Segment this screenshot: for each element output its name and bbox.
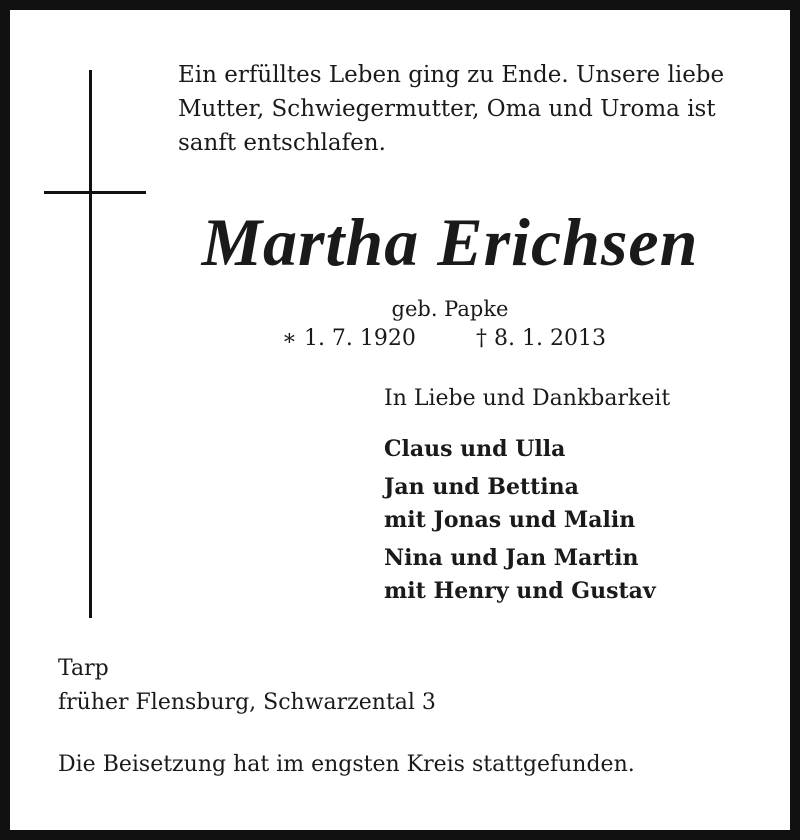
dedication-text: In Liebe und Dankbarkeit bbox=[384, 386, 671, 411]
intro-line: Mutter, Schwiegermutter, Oma und Uroma ist bbox=[178, 96, 716, 122]
family-list bbox=[384, 433, 784, 613]
deceased-name: Martha Erichsen bbox=[201, 204, 699, 280]
cross-vertical-bar bbox=[89, 70, 92, 618]
family-line: mit Henry und Gustav bbox=[384, 578, 656, 604]
family-line: mit Jonas und Malin bbox=[384, 507, 636, 533]
family-group bbox=[384, 542, 784, 608]
intro-text bbox=[178, 58, 768, 160]
address-line: Tarp bbox=[58, 656, 109, 681]
intro-line: sanft entschlafen. bbox=[178, 130, 386, 156]
family-line: Claus und Ulla bbox=[384, 436, 566, 462]
birth-date: ∗ 1. 7. 1920 bbox=[282, 326, 416, 351]
address-block bbox=[58, 652, 436, 720]
maiden-name: geb. Papke bbox=[391, 297, 509, 321]
family-group bbox=[384, 433, 784, 466]
family-line: Nina und Jan Martin bbox=[384, 545, 639, 571]
family-group bbox=[384, 471, 784, 537]
death-date: † 8. 1. 2013 bbox=[476, 326, 606, 351]
funeral-note: Die Beisetzung hat im engsten Kreis stattgefunden. bbox=[58, 752, 635, 777]
address-line: früher Flensburg, Schwarzental 3 bbox=[58, 690, 436, 715]
cross-horizontal-bar bbox=[44, 191, 146, 194]
family-line: Jan und Bettina bbox=[384, 474, 579, 500]
intro-line: Ein erfülltes Leben ging zu Ende. Unsere liebe bbox=[178, 62, 725, 88]
